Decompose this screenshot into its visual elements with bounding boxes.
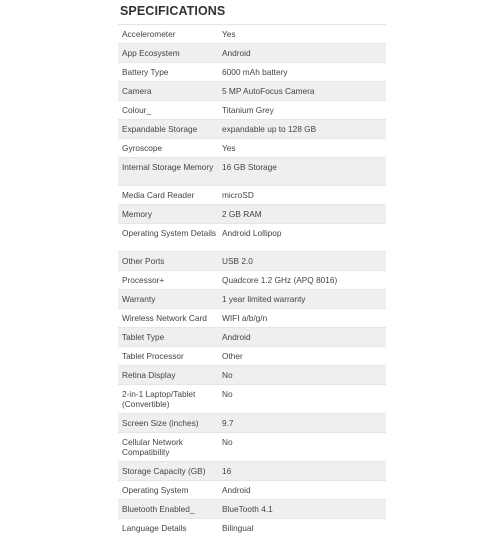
- spec-key: Colour_: [118, 101, 218, 120]
- table-row: [118, 366, 386, 385]
- spec-key: Expandable Storage: [118, 120, 218, 139]
- spec-value: 9.7: [218, 414, 386, 433]
- table-row: [118, 44, 386, 63]
- spec-value: No: [218, 366, 386, 385]
- spec-value: No: [218, 385, 386, 414]
- table-row: [118, 433, 386, 462]
- spec-value: Android: [218, 44, 386, 63]
- table-row: [118, 120, 386, 139]
- spec-value: Android: [218, 328, 386, 347]
- table-row: [118, 414, 386, 433]
- spec-value: microSD: [218, 186, 386, 205]
- spec-value: No: [218, 433, 386, 462]
- spec-key: Language Details: [118, 519, 218, 537]
- table-row: [118, 82, 386, 101]
- spec-key: Tablet Processor: [118, 347, 218, 366]
- spec-value: Quadcore 1.2 GHz (APQ 8016): [218, 271, 386, 290]
- spec-value: BlueTooth 4.1: [218, 500, 386, 519]
- spec-value: Bilingual: [218, 519, 386, 537]
- spec-value: 2 GB RAM: [218, 205, 386, 224]
- section-title: SPECIFICATIONS: [120, 4, 225, 18]
- table-row: [118, 224, 386, 252]
- table-row: [118, 290, 386, 309]
- table-row: [118, 481, 386, 500]
- spec-value: Titanium Grey: [218, 101, 386, 120]
- table-row: [118, 158, 386, 186]
- spec-key: Wireless Network Card: [118, 309, 218, 328]
- spec-value: expandable up to 128 GB: [218, 120, 386, 139]
- spec-value: Android: [218, 481, 386, 500]
- table-row: [118, 139, 386, 158]
- spec-key: Storage Capacity (GB): [118, 462, 218, 481]
- spec-key: Battery Type: [118, 63, 218, 82]
- table-row: [118, 205, 386, 224]
- spec-key: Camera: [118, 82, 218, 101]
- specifications-table: [118, 24, 386, 537]
- spec-value: Yes: [218, 25, 386, 44]
- table-row: [118, 519, 386, 537]
- spec-value: Android Lollipop: [218, 224, 386, 252]
- spec-key: Accelerometer: [118, 25, 218, 44]
- spec-key: Screen Size (inches): [118, 414, 218, 433]
- spec-value: Other: [218, 347, 386, 366]
- spec-key: Processor+: [118, 271, 218, 290]
- spec-key: Memory: [118, 205, 218, 224]
- table-row: [118, 252, 386, 271]
- table-row: [118, 462, 386, 481]
- spec-value: 5 MP AutoFocus Camera: [218, 82, 386, 101]
- table-row: [118, 63, 386, 82]
- table-row: [118, 25, 386, 44]
- spec-key: App Ecosystem: [118, 44, 218, 63]
- spec-key: Other Ports: [118, 252, 218, 271]
- table-row: [118, 385, 386, 414]
- spec-key: Warranty: [118, 290, 218, 309]
- spec-value: USB 2.0: [218, 252, 386, 271]
- spec-key: Operating System: [118, 481, 218, 500]
- spec-key: Operating System Details: [118, 224, 218, 252]
- spec-key: Tablet Type: [118, 328, 218, 347]
- spec-key: Media Card Reader: [118, 186, 218, 205]
- table-row: [118, 328, 386, 347]
- spec-key: Cellular Network Compatibility: [118, 433, 218, 462]
- table-row: [118, 186, 386, 205]
- spec-key: Gyroscope: [118, 139, 218, 158]
- spec-value: 16 GB Storage: [218, 158, 386, 186]
- table-row: [118, 500, 386, 519]
- table-row: [118, 347, 386, 366]
- spec-value: 1 year limited warranty: [218, 290, 386, 309]
- table-row: [118, 271, 386, 290]
- spec-key: 2-in-1 Laptop/Tablet (Convertible): [118, 385, 218, 414]
- table-row: [118, 309, 386, 328]
- spec-value: 16: [218, 462, 386, 481]
- spec-value: WIFI a/b/g/n: [218, 309, 386, 328]
- spec-key: Internal Storage Memory: [118, 158, 218, 186]
- spec-key: Bluetooth Enabled_: [118, 500, 218, 519]
- spec-key: Retina Display: [118, 366, 218, 385]
- table-row: [118, 101, 386, 120]
- spec-value: Yes: [218, 139, 386, 158]
- spec-value: 6000 mAh battery: [218, 63, 386, 82]
